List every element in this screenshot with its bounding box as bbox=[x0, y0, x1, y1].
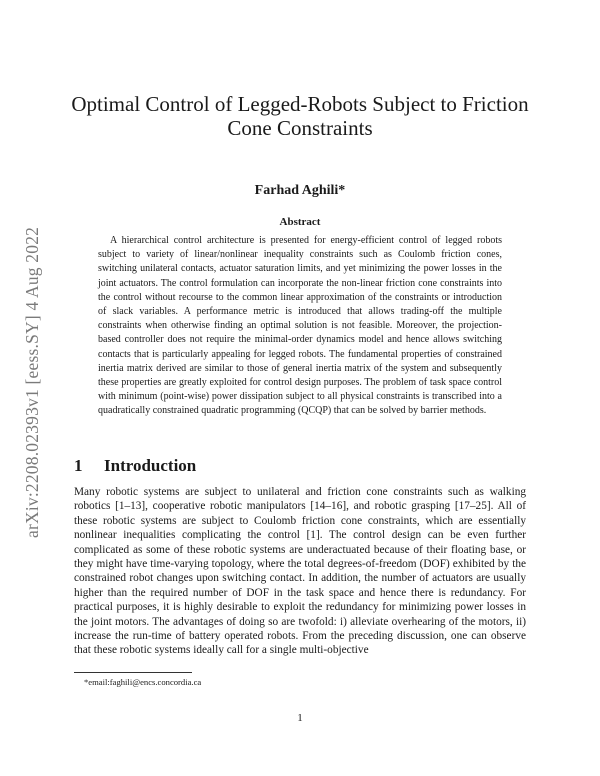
introduction-text: Many robotic systems are subject to unilateral and friction cone constraints such as walking robotics [1–13], cooperative robotic manipulators [14–16], and robotic grasping [17–25]. All of these robotic systems are subject to Coulomb friction cone constraints, which are essentially nonlinear inequalities complicating the control [1]. The control design can be even further complicated as some of these robotic systems are underactuated because of their floating base, or they might have time-varying topology, where the total degrees-of-freedom (DOF) exhibited by the constrained robot changes upon switching contact. In addition, the number of actuators are usually higher than the required number of DOF in the task space and hence there is redundancy. For practical purposes, it is highly desirable to exploit the redundancy for minimizing power losses in the joint motors. The advantages of doing so are twofold: i) alleviate overhearing of the motors, ii) increase the run-time of battery operated robots. From the preceding discussion, one can observe that these robotic systems ideally call for a single multi-objective bbox=[74, 486, 526, 657]
abstract-heading: Abstract bbox=[279, 216, 321, 228]
section-number: 1 bbox=[74, 456, 83, 475]
author-name: Farhad Aghili* bbox=[254, 183, 346, 198]
section-heading bbox=[74, 456, 196, 476]
footnote: *email:faghili@encs.concordia.ca bbox=[84, 677, 202, 687]
arxiv-identifier: arXiv:2208.02393v1 [eess.SY] 4 Aug 2022 bbox=[22, 226, 42, 538]
page-number: 1 bbox=[297, 712, 303, 724]
section-title: Introduction bbox=[104, 456, 197, 475]
footnote-divider bbox=[74, 672, 192, 673]
paper-title: Optimal Control of Legged-Robots Subject to Friction Cone Constraints bbox=[71, 92, 529, 140]
abstract-text: A hierarchical control architecture is presented for energy-efficient control of legged robots subject to variety of linear/nonlinear inequality constraints such as Coulomb friction cones, switching unilateral contacts, actuator saturation limits, and yet minimizing the power losses in the joint actuators. The control formulation can incorporate the non-linear friction cone constraints into the control without recourse to the common linear approximation of the constraints or introduction of slack variables. A performance metric is introduced that allows trading-off the multiple constraints when otherwise finding an optimal solution is not feasible. Moreover, the projection-based controller does not require the minimal-order dynamics model and hence allows switching contacts that is particularly appealing for legged robots. The fundamental properties of constrained inertia matrix derived are similar to those of general inertia matrix of the system and subsequently these properties are greatly exploited for control design purposes. The problem of task space control with minimum (point-wise) power dissipation subject to all physical constraints is transcribed into a quadratically constrained quadratic programming (QCQP) that can be solved by barrier methods. bbox=[98, 235, 502, 417]
